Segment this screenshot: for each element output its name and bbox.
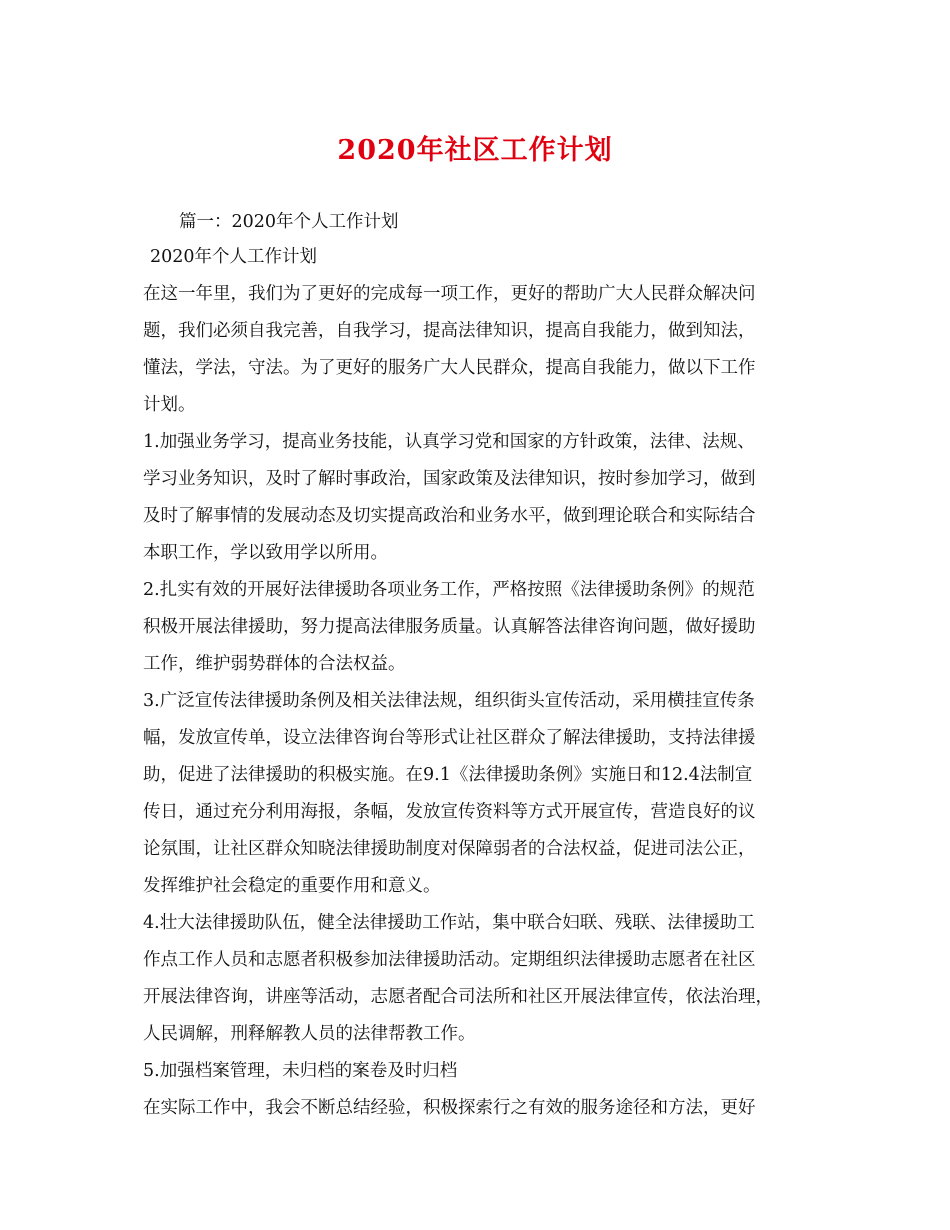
document-body xyxy=(143,205,808,1127)
list-item-4-line: 作点工作人员和志愿者积极参加法律援助活动。定期组织法律援助志愿者在社区 xyxy=(143,950,756,970)
list-item-1-line: 学习业务知识，及时了解时事政治，国家政策及法律知识，按时参加学习，做到 xyxy=(143,469,756,489)
list-item-5-line: 5.加强档案管理，未归档的案卷及时归档 xyxy=(143,1061,458,1081)
subsection-heading: 2020年个人工作计划 xyxy=(150,247,318,267)
paragraph-line: 在实际工作中，我会不断总结经验，积极探索行之有效的服务途径和方法，更好 xyxy=(143,1098,756,1118)
list-item-4-line: 开展法律咨询，讲座等活动，志愿者配合司法所和社区开展法律宣传，依法治理， xyxy=(143,987,773,1007)
document-title: 2020年社区工作计划 xyxy=(337,135,613,166)
list-item-3-line: 论氛围，让社区群众知晓法律援助制度对保障弱者的合法权益，促进司法公正， xyxy=(143,839,756,859)
list-item-1-line: 及时了解事情的发展动态及切实提高政治和业务水平，做到理论联合和实际结合 xyxy=(143,506,756,526)
list-item-3-line: 传日，通过充分利用海报，条幅，发放宣传资料等方式开展宣传，营造良好的议 xyxy=(143,802,756,822)
list-item-2-line: 积极开展法律援助，努力提高法律服务质量。认真解答法律咨询问题，做好援助 xyxy=(143,617,756,637)
list-item-4-line: 4.壮大法律援助队伍，健全法律援助工作站，集中联合妇联、残联、法律援助工 xyxy=(143,913,755,933)
list-item-2-line: 2.扎实有效的开展好法律援助各项业务工作，严格按照《法律援助条例》的规范 xyxy=(143,580,755,600)
paragraph-line: 懂法，学法，守法。为了更好的服务广大人民群众，提高自我能力，做以下工作 xyxy=(143,358,756,378)
list-item-3-line: 助，促进了法律援助的积极实施。在9.1《法律援助条例》实施日和12.4法制宣 xyxy=(143,765,753,785)
paragraph-line: 计划。 xyxy=(143,395,196,415)
paragraph-line: 题，我们必须自我完善，自我学习，提高法律知识，提高自我能力，做到知法， xyxy=(143,321,756,341)
list-item-4-line: 人民调解，刑释解教人员的法律帮教工作。 xyxy=(143,1024,476,1044)
list-item-2-line: 工作，维护弱势群体的合法权益。 xyxy=(143,654,406,674)
list-item-1-line: 本职工作，学以致用学以所用。 xyxy=(143,543,388,563)
section-heading: 篇一：2020年个人工作计划 xyxy=(179,212,399,232)
list-item-1-line: 1.加强业务学习，提高业务技能，认真学习党和国家的方针政策，法律、法规、 xyxy=(143,432,755,452)
list-item-3-line: 幅，发放宣传单，设立法律咨询台等形式让社区群众了解法律援助，支持法律援 xyxy=(143,728,756,748)
list-item-3-line: 3.广泛宣传法律援助条例及相关法律法规，组织街头宣传活动，采用横挂宣传条 xyxy=(143,691,755,711)
list-item-3-line: 发挥维护社会稳定的重要作用和意义。 xyxy=(143,876,441,896)
paragraph-line: 在这一年里，我们为了更好的完成每一项工作，更好的帮助广大人民群众解决问 xyxy=(143,284,756,304)
